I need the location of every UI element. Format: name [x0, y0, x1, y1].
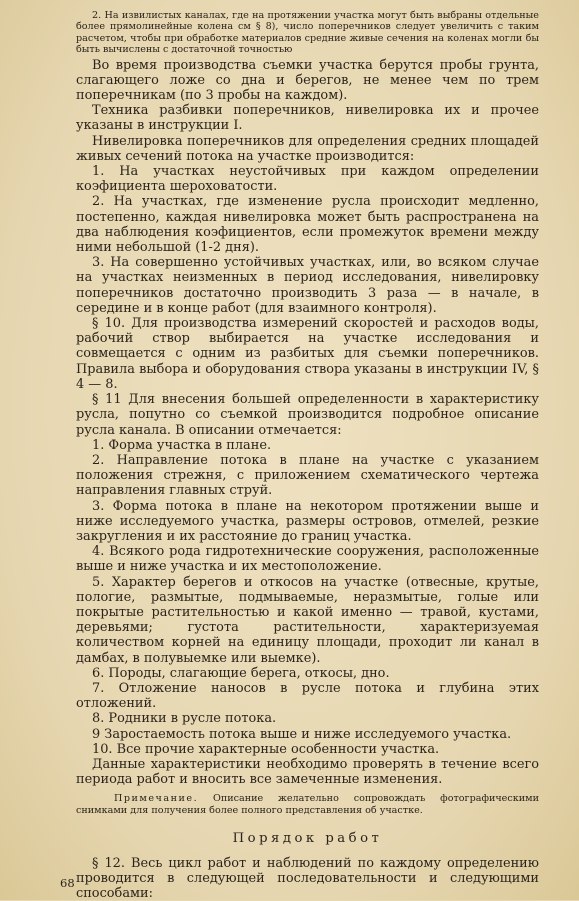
- list-item: 3. На совершенно устойчивых участках, или, во всяком случае на участках неизменных в период исследования, нивелировку поперечников достаточно производить 3 раза — в начале, в середине и в конце работ (для взаимного контроля).: [76, 255, 539, 316]
- list-item: 10. Все прочие характерные особенности участка.: [92, 741, 440, 757]
- section-paragraph: § 10. Для производства измерений скоростей и расходов воды, рабочий створ выбирается на участке исследования и совмещается с одним из разбитых для съемки поперечников. Правила выбора и оборудования створа указаны в инструкции IV, § 4 — 8.: [76, 316, 539, 392]
- list-item: 2. На участках, где изменение русла происходит медленно, постепенно, каждая нивелировка может быть распространена на два наблюдения коэфициентов, если промежуток времени между ними небольшой (1-2 дня).: [76, 194, 539, 256]
- list-item: 5. Характер берегов и откосов на участке (отвесные, крутые, пологие, размытые, подмываемые, неразмытые, голые или покрытые растительностью и какой именно — травой, кустами, деревьями; густота растительности, характеризуемая количеством корней на единицу площади, проходит ли канал в дамбах, в полувыемке или выемке).: [76, 574, 539, 666]
- list-item: 8. Родники в русле потока.: [92, 711, 277, 727]
- list-item: 1. Форма участка в плане.: [92, 437, 272, 453]
- list-item: 7. Отложение наносов в русле потока и глубина этих отложений.: [76, 680, 539, 712]
- page-number: 68: [60, 876, 75, 890]
- section-paragraph: § 11 Для внесения большей определенности в характеристику русла, попутно со съемкой производится подробное описание русла канала. В описании отмечается:: [76, 392, 539, 438]
- note-label: Примечание.: [114, 793, 199, 805]
- list-item: 2. Направление потока в плане на участке с указанием положения стрежня, с приложением схематического чертежа направления главных струй.: [76, 452, 539, 499]
- list-item: 6. Породы, слагающие берега, откосы, дно.: [92, 665, 390, 681]
- note: [76, 793, 539, 816]
- paragraph: Нивелировка поперечников для определения средних площадей живых сечений потока на участке производится:: [76, 133, 539, 164]
- paragraph: Техника разбивки поперечников, нивелировка их и прочее указаны в инструкции I.: [76, 103, 539, 134]
- paragraph: Во время производства съемки участка берутся пробы грунта, слагающего ложе со дна и берегов, не менее чем по трем поперечникам (по 3 пробы на каждом).: [76, 57, 539, 104]
- section-heading: Порядок работ: [232, 830, 383, 846]
- section-paragraph: § 12. Весь цикл работ и наблюдений по каждому определению проводится в следующей последовательности и следующими способами:: [76, 855, 539, 901]
- paragraph: Данные характеристики необходимо проверять в течение всего периода работ и вносить все замеченные изменения.: [76, 756, 539, 788]
- list-item: 4. Всякого рода гидротехнические сооружения, расположенные выше и ниже участка и их местоположение.: [76, 544, 539, 575]
- list-item: 9 Заростаемость потока выше и ниже исследуемого участка.: [92, 726, 512, 742]
- list-item: 1. На участках неустойчивых при каждом определении коэфициента шероховатости.: [76, 164, 539, 195]
- note-text: Описание желательно сопровождать фотографическими снимками для получения более полного представления об участке.: [76, 793, 539, 816]
- footnote-text: 2. На извилистых каналах, где на протяжении участка могут быть выбраны отдельные более прямолинейные колена см § 8), число поперечников следует увеличить с таким расчетом, чтобы при обработке материалов средние живые сечения на коленах могли бы быть вычислены с достаточной точностью: [76, 10, 539, 56]
- list-item: 3. Форма потока в плане на некотором протяжении выше и ниже исследуемого участка, размеры островов, отмелей, резкие закругления и их расстояние до границ участка.: [76, 498, 539, 544]
